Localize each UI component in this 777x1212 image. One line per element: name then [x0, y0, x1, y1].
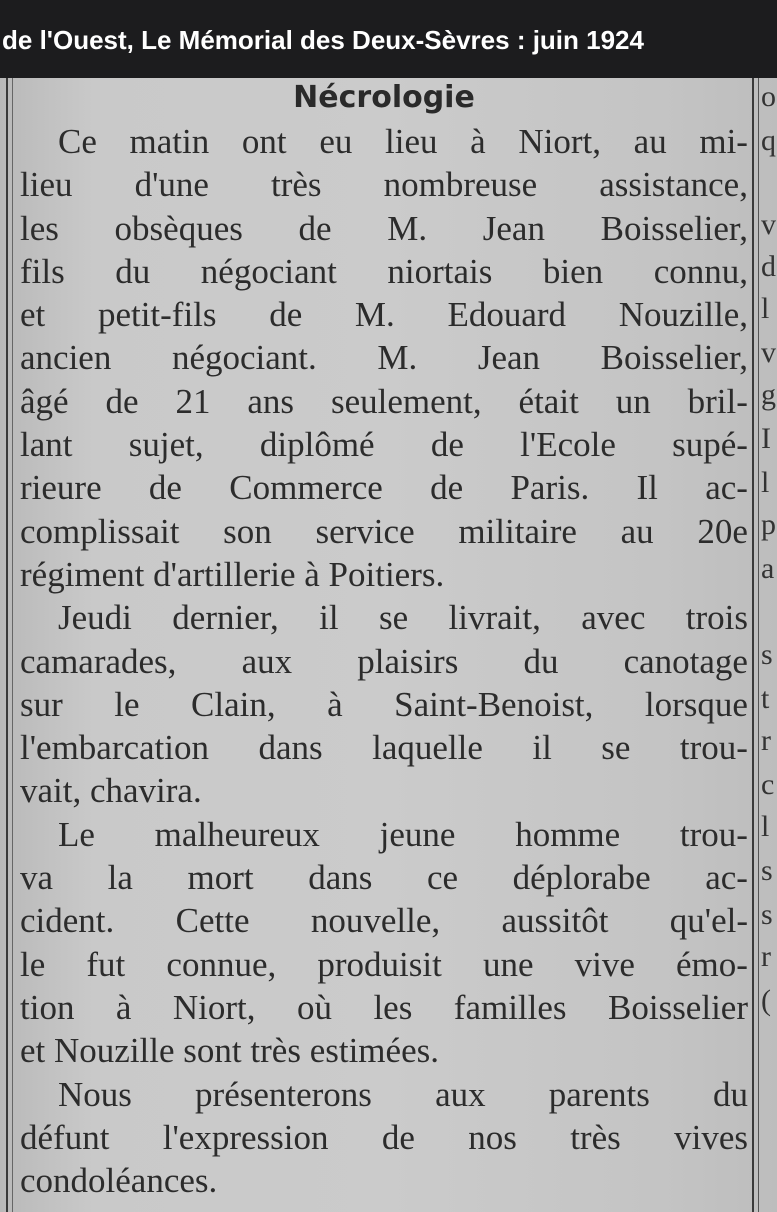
article-line: ancien négociant. M. Jean Boisselier, [20, 338, 748, 378]
article-line: va la mort dans ce déplorabe ac- [20, 858, 748, 898]
article-line: Ce matin ont eu lieu à Niort, au mi- [58, 122, 748, 161]
article-line: sur le Clain, à Saint-Benoist, lorsque [20, 684, 748, 724]
article-line: le fut connue, produisit une vive émo- [20, 944, 748, 984]
adjacent-column-letter: g [761, 378, 776, 411]
article-line: et Nouzille sont très estimées. [20, 1031, 439, 1071]
article-line: lieu d'une très nombreuse assistance, [20, 165, 748, 205]
adjacent-column-letter: r [761, 724, 771, 757]
adjacent-column-letter: I [761, 422, 771, 455]
article-line: Nous présenterons aux parents du [58, 1074, 748, 1114]
article-line: Jeudi dernier, il se livrait, avec trois [58, 598, 748, 638]
adjacent-column-letter: s [761, 898, 773, 931]
article-line: rieure de Commerce de Paris. Il ac- [20, 468, 748, 508]
adjacent-column-letter: s [761, 638, 773, 671]
article-line: camarades, aux plaisirs du canotage [20, 641, 748, 681]
article-line: condoléances. [20, 1161, 218, 1201]
article-line: et petit-fils de M. Edouard Nouzille, [20, 295, 748, 335]
newspaper-scan [0, 78, 777, 1212]
adjacent-column-letter: s [761, 854, 773, 887]
adjacent-column-letter: c [761, 768, 775, 801]
adjacent-column-letter: t [761, 682, 770, 715]
adjacent-column-letter: l [761, 810, 770, 843]
adjacent-column-letter: ( [761, 984, 771, 1017]
adjacent-column-letter: l [761, 466, 770, 499]
article-column [20, 78, 748, 1212]
article-heading: Nécrologie [293, 80, 475, 115]
adjacent-column-letter: v [761, 208, 776, 241]
column-rule-right [752, 78, 754, 1212]
adjacent-column-letter: r [761, 940, 771, 973]
article-line: vait, chavira. [20, 771, 202, 811]
article-line: fils du négociant niortais bien connu, [20, 251, 748, 291]
window-title: de l'Ouest, Le Mémorial des Deux-Sèvres : juin 1924 [0, 0, 777, 78]
column-rule-left [6, 78, 8, 1212]
adjacent-column-fragment [760, 78, 777, 1212]
article-line: régiment d'artillerie à Poitiers. [20, 554, 445, 594]
adjacent-column-letter: o [761, 80, 776, 113]
article-line: défunt l'expression de nos très vives [20, 1117, 748, 1157]
adjacent-column-letter: l [761, 292, 770, 325]
article-line: âgé de 21 ans seulement, était un bril- [20, 381, 748, 421]
article-line: les obsèques de M. Jean Boisselier, [20, 208, 748, 248]
article-line: Le malheureux jeune homme trou- [58, 814, 748, 854]
article-line: l'embarcation dans laquelle il se trou- [20, 728, 748, 768]
column-rule-left-inner [12, 78, 13, 1212]
article-line: lant sujet, diplômé de l'Ecole supé- [20, 425, 748, 465]
article-line: cident. Cette nouvelle, aussitôt qu'el- [20, 901, 748, 941]
article-body [20, 120, 748, 1202]
adjacent-column-letter: v [761, 336, 776, 369]
adjacent-column-letter: q [761, 124, 776, 157]
adjacent-column-letter: d [761, 250, 776, 283]
adjacent-column-letter: a [761, 552, 775, 585]
article-line: tion à Niort, où les familles Boisselier [20, 987, 748, 1027]
article-line: complissait son service militaire au 20e [20, 511, 748, 551]
column-rule-right-inner [758, 78, 759, 1212]
adjacent-column-letter: p [761, 508, 776, 541]
